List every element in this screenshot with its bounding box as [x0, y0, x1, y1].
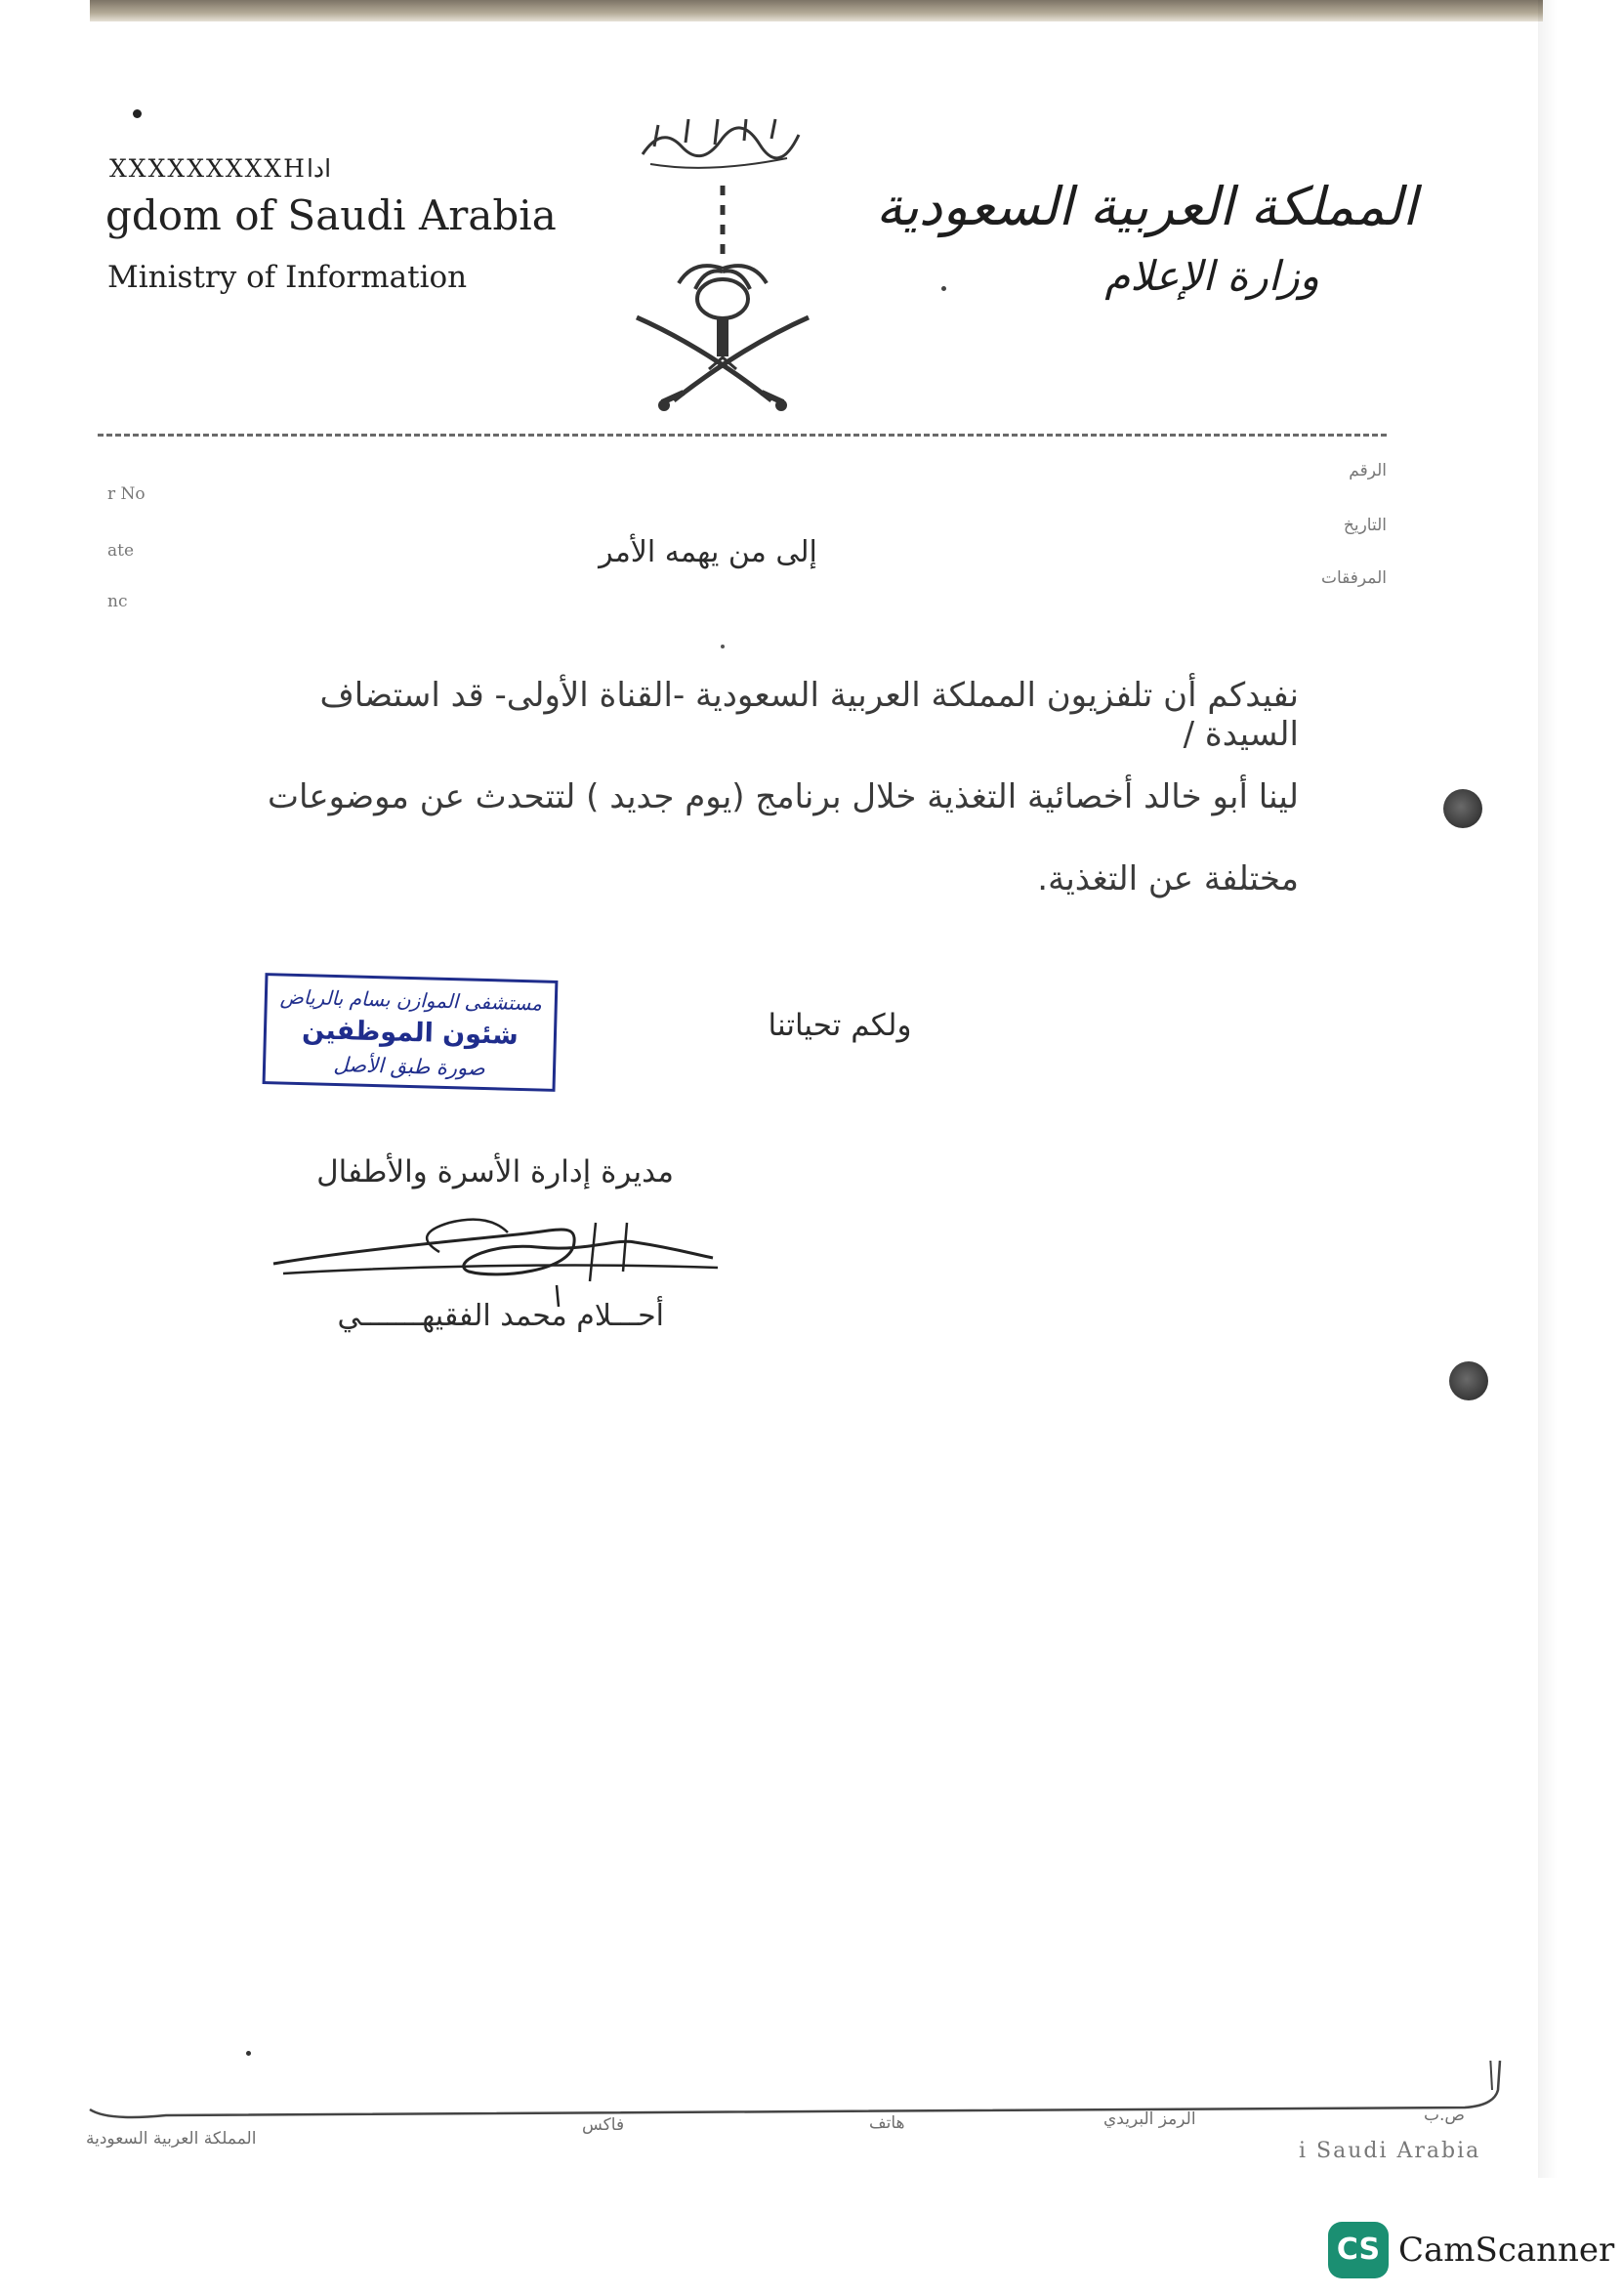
salutation: إلى من يهمه الأمر — [599, 535, 817, 569]
closing-greeting: ولكم تحياتنا — [768, 1008, 912, 1043]
footer-phone-label: هاتف — [869, 2113, 905, 2133]
letter-body-line: لينا أبو خالد أخصائية التغذية خلال برنامج (يوم جديد ) لتتحدث عن موضوعات — [268, 777, 1299, 816]
ministry-name-en: Ministry of Information — [107, 260, 468, 295]
ministry-name-ar: وزارة الإعلام — [1104, 252, 1319, 300]
footer-postal-code-label: الرمز البريدي — [1103, 2109, 1196, 2129]
stamp-line: صورة طبق الأصل — [333, 1052, 486, 1081]
signatory-name: أحـــلام محمد الفقيهـــــــي — [337, 1299, 664, 1333]
palm-tree-icon — [679, 266, 767, 356]
ink-dot — [941, 286, 946, 291]
stamp-line: شئون الموظفين — [301, 1015, 520, 1051]
camscanner-wordmark: CamScanner — [1398, 2231, 1615, 2270]
footer-fax-label: فاكس — [582, 2115, 625, 2135]
letter-body-line: مختلفة عن التغذية. — [1037, 859, 1299, 898]
number-label-en: r No — [107, 484, 146, 504]
paper-shadow — [1538, 0, 1558, 2178]
kingdom-name-ar: المملكة العربية السعودية — [875, 176, 1417, 237]
reference-code: XXXXXXXXXHﺍﺩﺍ — [109, 154, 332, 183]
saudi-emblem-icon — [625, 107, 820, 430]
hr-certified-copy-stamp — [263, 973, 559, 1092]
date-label-ar: التاريخ — [1343, 516, 1387, 535]
footer-rule — [88, 2061, 1553, 2119]
letter-body-line: نفيدكم أن تلفزيون المملكة العربية السعودية -القناة الأولى- قد استضاف السيدة / — [319, 676, 1299, 754]
footer-kingdom-ar: المملكة العربية السعودية — [86, 2129, 257, 2149]
date-label-en: ate — [107, 541, 135, 561]
signatory-title: مديرة إدارة الأسرة والأطفال — [316, 1154, 674, 1190]
handwritten-signature — [264, 1203, 723, 1311]
basmala-calligraphy — [643, 119, 799, 168]
ink-dot — [133, 109, 142, 118]
footer-po-box-label: ص.ب — [1424, 2106, 1465, 2125]
camscanner-logo-icon: CS — [1328, 2222, 1389, 2278]
paper-top-edge — [90, 0, 1543, 21]
stamp-line: مستشفى الموازن بسام بالرياض — [279, 984, 543, 1016]
enclosures-label-en: nc — [107, 592, 128, 611]
ink-dot — [246, 2051, 251, 2056]
footer-kingdom-en: i Saudi Arabia — [1299, 2139, 1481, 2163]
enclosures-label-ar: المرفقات — [1320, 568, 1387, 588]
punch-hole — [1449, 1361, 1488, 1400]
punch-hole — [1443, 789, 1482, 828]
kingdom-name-en: gdom of Saudi Arabia — [105, 191, 557, 239]
header-divider — [98, 434, 1387, 437]
number-label-ar: الرقم — [1349, 461, 1387, 480]
ink-dot — [721, 645, 725, 648]
